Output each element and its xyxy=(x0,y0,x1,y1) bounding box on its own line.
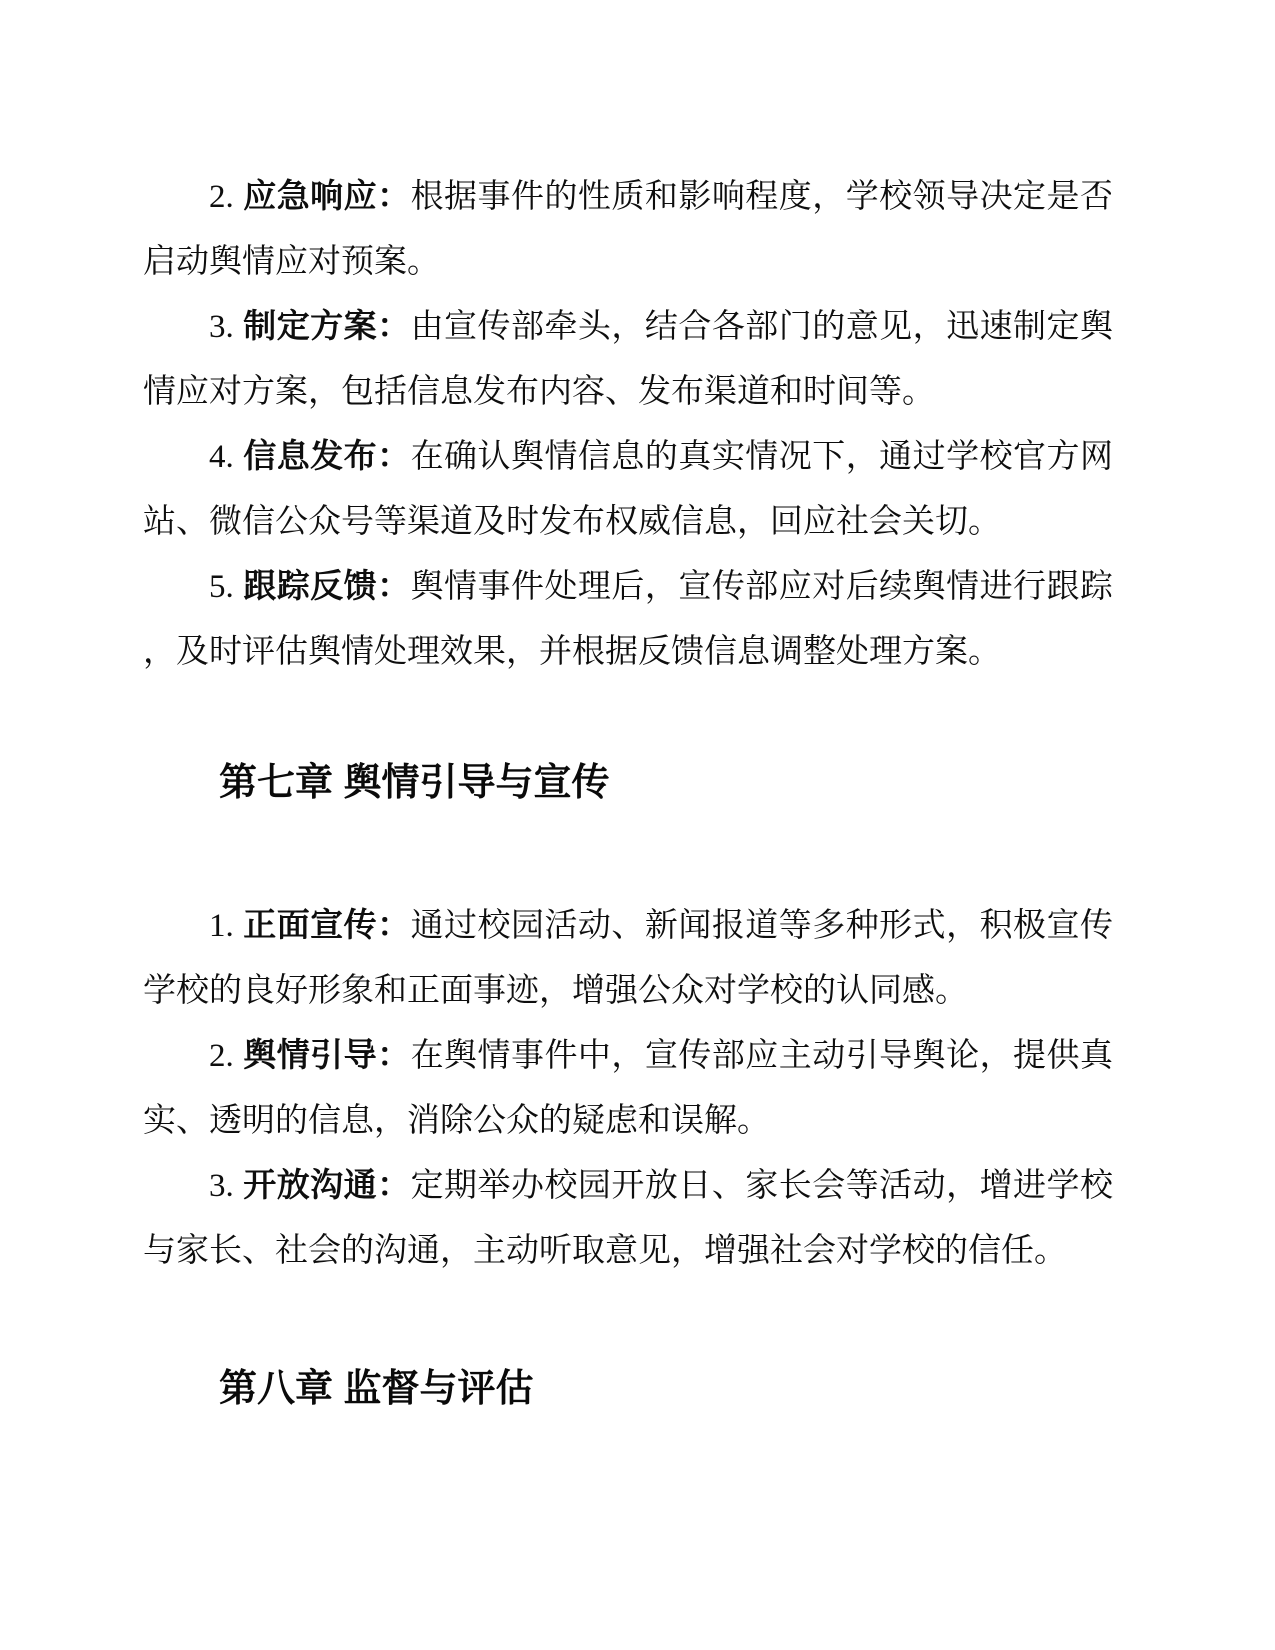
item-label: 制定方案： xyxy=(242,309,411,345)
text-line: 与家长、社会的沟通，主动听取意见，增强社会对学校的信任。 xyxy=(143,1233,1067,1269)
chapter-7-heading: 第七章 舆情引导与宣传 xyxy=(219,762,610,804)
text-line xyxy=(143,295,1113,360)
item-number: 5. xyxy=(209,569,234,605)
numbered-item-emergency-response xyxy=(143,165,1113,295)
item-number: 3. xyxy=(209,309,234,345)
item-text: 舆情事件处理后，宣传部应对后续舆情进行跟踪 xyxy=(410,569,1114,605)
text-line: 站、微信公众号等渠道及时发布权威信息，回应社会关切。 xyxy=(143,504,1001,540)
item-number: 3. xyxy=(209,1168,234,1204)
text-line xyxy=(143,165,1113,230)
text-line: 启动舆情应对预案。 xyxy=(143,244,440,280)
text-line xyxy=(143,894,1113,959)
text-line xyxy=(143,1024,1113,1089)
item-label: 正面宣传： xyxy=(242,908,411,944)
text-line xyxy=(143,555,1113,620)
chapter-8-heading: 第八章 监督与评估 xyxy=(219,1368,534,1410)
text-line: 学校的良好形象和正面事迹，增强公众对学校的认同感。 xyxy=(143,973,968,1009)
item-label: 开放沟通： xyxy=(242,1168,411,1204)
item-number: 2. xyxy=(209,179,234,215)
text-line xyxy=(143,1154,1113,1219)
document-body xyxy=(143,165,1113,1422)
numbered-item-open-communication xyxy=(143,1154,1113,1284)
item-text: 定期举办校园开放日、家长会等活动，增进学校 xyxy=(410,1168,1114,1204)
item-text: 由宣传部牵头，结合各部门的意见，迅速制定舆 xyxy=(410,309,1114,345)
numbered-item-make-plan xyxy=(143,295,1113,425)
item-number: 2. xyxy=(209,1038,234,1074)
numbered-item-information-release xyxy=(143,425,1113,555)
text-line: 实、透明的信息，消除公众的疑虑和误解。 xyxy=(143,1103,770,1139)
item-text: 在确认舆情信息的真实情况下，通过学校官方网 xyxy=(410,439,1114,475)
item-text: 通过校园活动、新闻报道等多种形式，积极宣传 xyxy=(410,908,1114,944)
item-text: 在舆情事件中，宣传部应主动引导舆论，提供真 xyxy=(410,1038,1114,1074)
item-label: 应急响应： xyxy=(242,179,411,215)
item-number: 4. xyxy=(209,439,234,475)
item-label: 跟踪反馈： xyxy=(242,569,411,605)
item-label: 舆情引导： xyxy=(242,1038,411,1074)
numbered-item-positive-publicity xyxy=(143,894,1113,1024)
item-text: 根据事件的性质和影响程度，学校领导决定是否 xyxy=(410,179,1114,215)
numbered-item-opinion-guidance xyxy=(143,1024,1113,1154)
text-line: ，及时评估舆情处理效果，并根据反馈信息调整处理方案。 xyxy=(143,634,1001,670)
item-label: 信息发布： xyxy=(242,439,411,475)
numbered-item-track-feedback xyxy=(143,555,1113,685)
text-line: 情应对方案，包括信息发布内容、发布渠道和时间等。 xyxy=(143,374,935,410)
text-line xyxy=(143,425,1113,490)
item-number: 1. xyxy=(209,908,234,944)
